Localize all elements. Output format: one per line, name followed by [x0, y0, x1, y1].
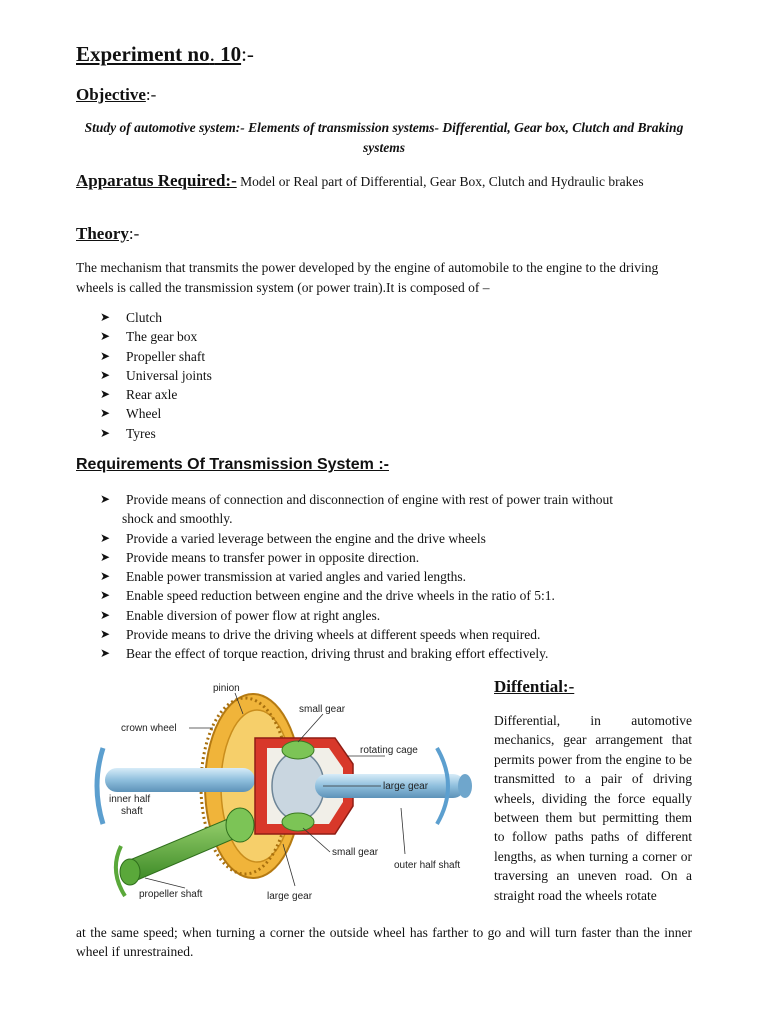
- arrow-bullet-icon: ➤: [100, 569, 111, 584]
- pinion: [226, 808, 254, 842]
- label-large-gear-right: large gear: [383, 781, 429, 792]
- arrow-bullet-icon: ➤: [100, 367, 111, 382]
- list-item: ➤ The gear box: [100, 327, 212, 346]
- label-propeller-shaft: propeller shaft: [139, 889, 203, 900]
- arrow-bullet-icon: ➤: [100, 492, 111, 506]
- label-crown-wheel: crown wheel: [121, 723, 177, 734]
- title-number: 10: [214, 42, 242, 66]
- arrow-bullet-icon: ➤: [100, 310, 111, 324]
- apparatus-section: [76, 171, 696, 191]
- apparatus-text: Model or Real part of Differential, Gear Box, Clutch and Hydraulic brakes: [236, 174, 644, 189]
- theory-paragraph: The mechanism that transmits the power developed by the engine of automobile to the engine to the driving wheels is called the transmission system (or power train).It is composed of –: [76, 260, 659, 295]
- list-item: ➤ Wheel: [100, 404, 212, 423]
- list-item: ➤ Enable speed reduction between engine and the drive wheels in the ratio of 5:1.: [100, 586, 700, 605]
- arrow-bullet-icon: ➤: [100, 406, 111, 421]
- label-small-gear-top: small gear: [299, 704, 346, 715]
- arrow-bullet-icon: ➤: [100, 588, 111, 603]
- label-inner-half: inner half: [109, 794, 151, 805]
- objective-tail: :-: [145, 85, 157, 104]
- arrow-bullet-icon: ➤: [100, 549, 111, 564]
- arrow-bullet-icon: ➤: [100, 530, 111, 545]
- requirements-heading: Requirements Of Transmission System :-: [76, 456, 389, 473]
- list-item: ➤ Enable diversion of power flow at right angles.: [100, 606, 700, 625]
- arrow-bullet-icon: ➤: [100, 387, 111, 402]
- theory-tail: :-: [128, 224, 140, 243]
- differential-heading: Diffential:-: [494, 677, 575, 696]
- label-large-gear-bottom: large gear: [267, 891, 313, 902]
- differential-text: Differential, in automotive mechanics, gear arrangement that permits power from the engine to be transmitted to a pair of driving wheels, dividing the force equally between them but permitting them to follow paths paths of different lengths, as when turning a corner or traversing an uneven road. On a straight road the wheels rotate: [494, 713, 692, 903]
- differential-continuation: at the same speed; when turning a corner the outside wheel has farther to go and will turn faster than the inner wheel if unrestrained.: [76, 925, 692, 960]
- label-shaft: shaft: [121, 806, 143, 817]
- arrow-bullet-icon: ➤: [100, 329, 111, 344]
- inner-half-shaft: [105, 768, 255, 792]
- rotation-arrow-icon: [97, 748, 103, 824]
- theory-heading: [76, 224, 139, 244]
- experiment-title: [76, 42, 254, 67]
- list-item: ➤ Clutch: [100, 308, 212, 327]
- small-gear-top: [282, 741, 314, 759]
- list-item: ➤ Enable power transmission at varied angles and varied lengths.: [100, 567, 700, 586]
- requirements-list: [100, 490, 700, 664]
- apparatus-label: Apparatus Required:-: [76, 171, 237, 190]
- arrow-bullet-icon: ➤: [100, 607, 111, 622]
- title-dot: .: [209, 42, 215, 66]
- label-rotating-cage: rotating cage: [360, 745, 418, 756]
- label-outer-half-shaft: outer half shaft: [394, 860, 461, 871]
- arrow-bullet-icon: ➤: [100, 646, 111, 661]
- title-main: Experiment no: [76, 42, 210, 66]
- list-item: ➤ Rear axle: [100, 385, 212, 404]
- list-item: ➤ Provide means to drive the driving wheels at different speeds when required.: [100, 625, 700, 644]
- arrow-bullet-icon: ➤: [100, 348, 111, 363]
- theory-label: Theory: [76, 224, 129, 243]
- objective-text: Study of automotive system:- Elements of transmission systems- Differential, Gear box, Clutch and Braking systems: [84, 120, 684, 155]
- arrow-bullet-icon: ➤: [100, 425, 111, 440]
- small-gear-bottom: [282, 813, 314, 831]
- arrow-bullet-icon: ➤: [100, 627, 111, 642]
- label-pinion: pinion: [213, 683, 240, 694]
- list-item: ➤ Universal joints: [100, 366, 212, 385]
- item-continuation: shock and smoothly.: [122, 511, 233, 527]
- differential-diagram: [85, 676, 485, 908]
- components-list: [100, 308, 212, 443]
- list-item: ➤ Propeller shaft: [100, 347, 212, 366]
- objective-heading: [76, 85, 156, 105]
- list-item: ➤ Provide means of connection and disconnection of engine with rest of power train without shock and smoothly.: [100, 490, 700, 529]
- title-tail: :-: [241, 42, 254, 66]
- label-small-gear-bottom: small gear: [332, 847, 379, 858]
- objective-label: Objective: [76, 85, 146, 104]
- list-item: ➤ Provide means to transfer power in opposite direction.: [100, 548, 700, 567]
- list-item: ➤ Provide a varied leverage between the engine and the drive wheels: [100, 529, 700, 548]
- list-item: ➤ Bear the effect of torque reaction, driving thrust and braking effort effectively.: [100, 644, 700, 663]
- list-item: ➤ Tyres: [100, 424, 212, 443]
